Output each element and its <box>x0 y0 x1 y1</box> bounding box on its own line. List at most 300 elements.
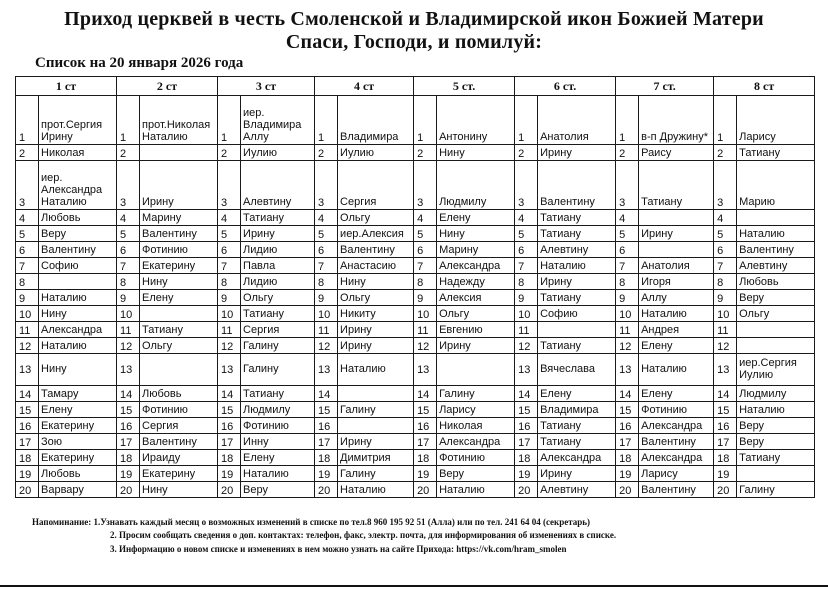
name-cell: Раису <box>639 145 714 161</box>
name-cell: иер.Сергия Иулию <box>737 354 815 386</box>
row-number: 19 <box>16 466 39 482</box>
row-number: 14 <box>616 386 639 402</box>
name-cell: Ольгу <box>241 290 315 306</box>
name-cell: Владимира <box>538 402 616 418</box>
name-cell: Зою <box>39 434 117 450</box>
name-cell: Валентину <box>737 242 815 258</box>
name-cell <box>338 386 414 402</box>
name-cell: Татиану <box>538 210 616 226</box>
name-cell: Ираиду <box>140 450 218 466</box>
name-cell: Алексия <box>437 290 515 306</box>
name-cell <box>737 322 815 338</box>
row-number: 6 <box>117 242 140 258</box>
row-number: 1 <box>414 96 437 145</box>
row-number: 18 <box>16 450 39 466</box>
table-row <box>16 210 815 226</box>
name-cell <box>737 210 815 226</box>
column-header: 7 ст. <box>616 77 714 96</box>
name-cell: Екатерину <box>39 418 117 434</box>
table-row <box>16 418 815 434</box>
row-number: 7 <box>515 258 538 274</box>
name-cell: Марину <box>437 242 515 258</box>
row-number: 10 <box>515 306 538 322</box>
row-number: 5 <box>16 226 39 242</box>
row-number: 18 <box>315 450 338 466</box>
name-cell: Антонину <box>437 96 515 145</box>
row-number: 12 <box>714 338 737 354</box>
table-row <box>16 258 815 274</box>
row-number: 9 <box>515 290 538 306</box>
row-number: 7 <box>616 258 639 274</box>
row-number: 10 <box>616 306 639 322</box>
name-cell: Веру <box>39 226 117 242</box>
row-number: 6 <box>714 242 737 258</box>
row-number: 18 <box>515 450 538 466</box>
row-number: 2 <box>315 145 338 161</box>
row-number: 1 <box>714 96 737 145</box>
row-number: 4 <box>117 210 140 226</box>
name-cell: Елену <box>639 338 714 354</box>
table-row <box>16 386 815 402</box>
row-number: 8 <box>315 274 338 290</box>
row-number: 19 <box>616 466 639 482</box>
table-row <box>16 226 815 242</box>
name-cell: Фотинию <box>639 402 714 418</box>
row-number: 9 <box>16 290 39 306</box>
row-number: 6 <box>16 242 39 258</box>
name-cell: прот.Сергия Ирину <box>39 96 117 145</box>
name-cell: Фотинию <box>437 450 515 466</box>
row-number: 15 <box>616 402 639 418</box>
row-number: 19 <box>414 466 437 482</box>
row-number: 13 <box>414 354 437 386</box>
row-number: 5 <box>218 226 241 242</box>
row-number: 12 <box>515 338 538 354</box>
name-cell: Андрея <box>639 322 714 338</box>
row-number: 2 <box>218 145 241 161</box>
name-cell: Татиану <box>538 338 616 354</box>
row-number: 17 <box>515 434 538 450</box>
row-number: 8 <box>218 274 241 290</box>
row-number: 13 <box>515 354 538 386</box>
name-cell: Наталию <box>538 258 616 274</box>
name-cell: Софию <box>538 306 616 322</box>
row-number: 4 <box>414 210 437 226</box>
row-number: 7 <box>315 258 338 274</box>
name-cell: Наталию <box>39 290 117 306</box>
name-cell: Екатерину <box>140 258 218 274</box>
row-number: 14 <box>117 386 140 402</box>
name-cell: Ольгу <box>437 306 515 322</box>
table-row <box>16 306 815 322</box>
name-cell: Татиану <box>639 161 714 210</box>
row-number: 3 <box>315 161 338 210</box>
column-header: 4 ст <box>315 77 414 96</box>
name-cell: Варвару <box>39 482 117 498</box>
name-cell: Алевтину <box>737 258 815 274</box>
row-number: 11 <box>414 322 437 338</box>
name-cell: Галину <box>241 354 315 386</box>
name-cell: Веру <box>737 290 815 306</box>
row-number: 7 <box>714 258 737 274</box>
row-number: 3 <box>714 161 737 210</box>
row-number: 20 <box>616 482 639 498</box>
row-number: 16 <box>315 418 338 434</box>
row-number: 9 <box>714 290 737 306</box>
name-cell: Елену <box>241 450 315 466</box>
row-number: 17 <box>616 434 639 450</box>
name-cell <box>737 338 815 354</box>
name-cell: Лидию <box>241 274 315 290</box>
name-cell: Анастасию <box>338 258 414 274</box>
row-number: 19 <box>315 466 338 482</box>
name-cell: Фотинию <box>140 402 218 418</box>
name-cell: иер. Александра Наталию <box>39 161 117 210</box>
row-number: 18 <box>218 450 241 466</box>
row-number: 13 <box>315 354 338 386</box>
name-cell: Ирину <box>241 226 315 242</box>
row-number: 1 <box>616 96 639 145</box>
name-cell: Ларису <box>639 466 714 482</box>
name-cell: Наталию <box>338 354 414 386</box>
name-cell: Любовь <box>737 274 815 290</box>
row-number: 18 <box>117 450 140 466</box>
table-row <box>16 322 815 338</box>
name-cell: Александра <box>437 434 515 450</box>
row-number: 11 <box>714 322 737 338</box>
name-cell: Ольгу <box>737 306 815 322</box>
name-cell: Наталию <box>639 354 714 386</box>
row-number: 4 <box>218 210 241 226</box>
name-cell: Наталию <box>437 482 515 498</box>
column-header: 6 ст. <box>515 77 616 96</box>
name-cell: Нину <box>140 482 218 498</box>
name-cell: Ларису <box>737 96 815 145</box>
row-number: 9 <box>218 290 241 306</box>
name-cell: Валентину <box>39 242 117 258</box>
name-cell: Елену <box>140 290 218 306</box>
row-number: 17 <box>16 434 39 450</box>
name-cell: Ирину <box>538 466 616 482</box>
table-row <box>16 354 815 386</box>
name-cell: Николая <box>39 145 117 161</box>
name-cell: Марину <box>140 210 218 226</box>
name-cell: Татиану <box>140 322 218 338</box>
name-cell: Татиану <box>241 306 315 322</box>
name-cell: Александра <box>639 450 714 466</box>
name-cell: Татиану <box>538 226 616 242</box>
row-number: 20 <box>117 482 140 498</box>
table-row <box>16 402 815 418</box>
name-cell <box>140 354 218 386</box>
row-number: 20 <box>414 482 437 498</box>
row-number: 3 <box>16 161 39 210</box>
row-number: 16 <box>414 418 437 434</box>
name-cell: Наталию <box>338 482 414 498</box>
name-cell: Валентину <box>639 434 714 450</box>
footer-reminder-3: 3. Информацию о новом списке и изменениях в нем можно узнать на сайте Прихода: https://vk.com/hram_smolen <box>110 544 567 554</box>
row-number: 15 <box>16 402 39 418</box>
name-cell: Ирину <box>639 226 714 242</box>
row-number: 19 <box>117 466 140 482</box>
name-cell: Нину <box>39 354 117 386</box>
row-number: 7 <box>117 258 140 274</box>
name-cell: Наталию <box>737 226 815 242</box>
name-cell: Валентину <box>538 161 616 210</box>
name-cell: Ольгу <box>338 290 414 306</box>
name-cell: иер. Владимира Аллу <box>241 96 315 145</box>
name-cell: Галину <box>338 402 414 418</box>
row-number: 7 <box>218 258 241 274</box>
row-number: 13 <box>616 354 639 386</box>
row-number: 14 <box>414 386 437 402</box>
row-number: 13 <box>218 354 241 386</box>
row-number: 15 <box>315 402 338 418</box>
row-number: 3 <box>218 161 241 210</box>
footer-reminder-2: 2. Просим сообщать сведения о доп. контактах: телефон, факс, электр. почта, для информирования об изменениях в списке. <box>110 530 617 540</box>
name-cell: Ирину <box>338 338 414 354</box>
row-number: 14 <box>315 386 338 402</box>
name-cell: Ирину <box>338 322 414 338</box>
name-cell: Любовь <box>140 386 218 402</box>
row-number: 3 <box>117 161 140 210</box>
row-number: 18 <box>414 450 437 466</box>
name-cell: Ирину <box>538 274 616 290</box>
name-cell: Александра <box>639 418 714 434</box>
row-number: 11 <box>515 322 538 338</box>
row-number: 7 <box>414 258 437 274</box>
row-number: 17 <box>315 434 338 450</box>
row-number: 8 <box>414 274 437 290</box>
name-cell: Галину <box>437 386 515 402</box>
row-number: 17 <box>714 434 737 450</box>
name-cell: Елену <box>39 402 117 418</box>
row-number: 17 <box>414 434 437 450</box>
row-number: 9 <box>414 290 437 306</box>
name-cell: Вячеслава <box>538 354 616 386</box>
row-number: 15 <box>414 402 437 418</box>
name-cell <box>140 145 218 161</box>
row-number: 12 <box>117 338 140 354</box>
name-cell: Татиану <box>737 145 815 161</box>
row-number: 9 <box>616 290 639 306</box>
row-number: 1 <box>315 96 338 145</box>
name-cell: Анатолия <box>538 96 616 145</box>
name-cell: Валентину <box>140 226 218 242</box>
column-header: 8 ст <box>714 77 815 96</box>
row-number: 13 <box>117 354 140 386</box>
name-cell: Елену <box>538 386 616 402</box>
name-cell: Игоря <box>639 274 714 290</box>
name-cell: Нину <box>39 306 117 322</box>
name-cell: Веру <box>241 482 315 498</box>
name-cell: Ирину <box>437 338 515 354</box>
row-number: 12 <box>315 338 338 354</box>
row-number: 16 <box>714 418 737 434</box>
name-cell: Иулию <box>241 145 315 161</box>
name-cell: Иулию <box>338 145 414 161</box>
name-cell <box>538 322 616 338</box>
name-cell: Галину <box>737 482 815 498</box>
name-cell: Ирину <box>538 145 616 161</box>
name-cell: Людмилу <box>737 386 815 402</box>
row-number: 11 <box>218 322 241 338</box>
row-number: 5 <box>414 226 437 242</box>
row-number: 3 <box>616 161 639 210</box>
table-row <box>16 274 815 290</box>
row-number: 20 <box>315 482 338 498</box>
name-cell: Валентину <box>639 482 714 498</box>
name-cell: Никиту <box>338 306 414 322</box>
row-number: 2 <box>16 145 39 161</box>
row-number: 15 <box>714 402 737 418</box>
name-cell: Алевтину <box>241 161 315 210</box>
name-cell: Веру <box>737 418 815 434</box>
name-cell <box>639 210 714 226</box>
name-cell: Екатерину <box>39 450 117 466</box>
row-number: 16 <box>117 418 140 434</box>
row-number: 4 <box>16 210 39 226</box>
row-number: 18 <box>714 450 737 466</box>
name-cell: Надежду <box>437 274 515 290</box>
row-number: 1 <box>515 96 538 145</box>
row-number: 17 <box>117 434 140 450</box>
footer-reminder-1: Напоминание: 1.Узнавать каждый месяц о возможных изменений в списке по тел.8 960 195 92 51 (Алла) или по тел. 241 64 04 (секретарь) <box>32 517 591 527</box>
name-cell <box>39 274 117 290</box>
row-number: 20 <box>515 482 538 498</box>
name-cell: иер.Алексия <box>338 226 414 242</box>
row-number: 14 <box>218 386 241 402</box>
name-cell: Ирину <box>338 434 414 450</box>
name-cell <box>639 242 714 258</box>
name-cell: Галину <box>241 338 315 354</box>
row-number: 5 <box>714 226 737 242</box>
name-cell: Валентину <box>140 434 218 450</box>
row-number: 1 <box>117 96 140 145</box>
page-subtitle: Спаси, Господи, и помилуй: <box>285 31 543 53</box>
name-cell: Ирину <box>140 161 218 210</box>
name-cell: Елену <box>639 386 714 402</box>
row-number: 20 <box>218 482 241 498</box>
row-number: 11 <box>16 322 39 338</box>
row-number: 6 <box>218 242 241 258</box>
name-cell <box>338 418 414 434</box>
row-number: 2 <box>515 145 538 161</box>
table-row <box>16 242 815 258</box>
row-number: 11 <box>117 322 140 338</box>
row-number: 8 <box>515 274 538 290</box>
row-number: 10 <box>414 306 437 322</box>
name-cell: Николая <box>437 418 515 434</box>
name-cell: Екатерину <box>140 466 218 482</box>
table-row <box>16 161 815 210</box>
name-cell: Марию <box>737 161 815 210</box>
row-number: 19 <box>218 466 241 482</box>
name-cell: Анатолия <box>639 258 714 274</box>
row-number: 4 <box>515 210 538 226</box>
row-number: 19 <box>515 466 538 482</box>
name-cell: Нину <box>437 145 515 161</box>
column-header: 3 ст <box>218 77 315 96</box>
row-number: 11 <box>315 322 338 338</box>
name-cell: Татиану <box>538 290 616 306</box>
row-number: 7 <box>16 258 39 274</box>
row-number: 6 <box>515 242 538 258</box>
name-cell: Татиану <box>538 418 616 434</box>
row-number: 10 <box>16 306 39 322</box>
row-number: 20 <box>16 482 39 498</box>
row-number: 5 <box>616 226 639 242</box>
name-cell: Павла <box>241 258 315 274</box>
name-cell: Евгению <box>437 322 515 338</box>
name-cell: Любовь <box>39 466 117 482</box>
row-number: 12 <box>218 338 241 354</box>
name-cell: Наталию <box>241 466 315 482</box>
row-number: 15 <box>515 402 538 418</box>
table-row <box>16 338 815 354</box>
row-number: 13 <box>16 354 39 386</box>
name-cell: Наталию <box>737 402 815 418</box>
row-number: 10 <box>714 306 737 322</box>
row-number: 16 <box>218 418 241 434</box>
column-header: 2 ст <box>117 77 218 96</box>
row-number: 2 <box>414 145 437 161</box>
name-cell: Татиану <box>241 386 315 402</box>
name-cell: Александра <box>437 258 515 274</box>
row-number: 20 <box>714 482 737 498</box>
name-cell: Елену <box>437 210 515 226</box>
name-cell: Веру <box>737 434 815 450</box>
name-cell: в-п Дружину* <box>639 96 714 145</box>
row-number: 1 <box>218 96 241 145</box>
name-cell: Лидию <box>241 242 315 258</box>
table-row <box>16 96 815 145</box>
column-header: 1 ст <box>16 77 117 96</box>
name-cell: Валентину <box>338 242 414 258</box>
row-number: 6 <box>315 242 338 258</box>
row-number: 10 <box>117 306 140 322</box>
row-number: 4 <box>315 210 338 226</box>
row-number: 4 <box>616 210 639 226</box>
name-cell <box>140 306 218 322</box>
name-cell: Любовь <box>39 210 117 226</box>
name-cell: Фотинию <box>241 418 315 434</box>
row-number: 8 <box>714 274 737 290</box>
name-cell: Ольгу <box>338 210 414 226</box>
row-number: 18 <box>616 450 639 466</box>
row-number: 9 <box>117 290 140 306</box>
row-number: 3 <box>515 161 538 210</box>
name-cell: Нину <box>140 274 218 290</box>
row-number: 8 <box>16 274 39 290</box>
row-number: 15 <box>218 402 241 418</box>
name-cell: Владимира <box>338 96 414 145</box>
row-number: 3 <box>414 161 437 210</box>
name-cell: Татиану <box>737 450 815 466</box>
name-cell: Сергия <box>241 322 315 338</box>
row-number: 8 <box>616 274 639 290</box>
name-cell <box>437 354 515 386</box>
row-number: 2 <box>616 145 639 161</box>
row-number: 19 <box>714 466 737 482</box>
name-cell: Алевтину <box>538 242 616 258</box>
name-cell: Ольгу <box>140 338 218 354</box>
row-number: 11 <box>616 322 639 338</box>
name-cell: Людмилу <box>437 161 515 210</box>
name-cell: Ларису <box>437 402 515 418</box>
row-number: 16 <box>16 418 39 434</box>
table-row <box>16 482 815 498</box>
